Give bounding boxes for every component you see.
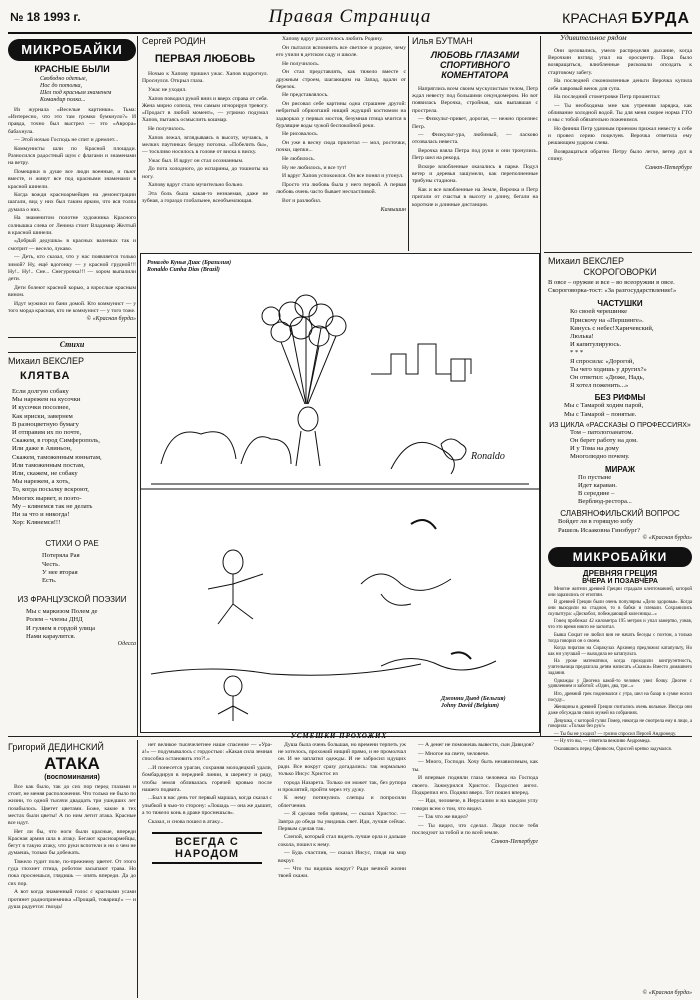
sec-bez-rifmy: БЕЗ РИФМЫ	[594, 393, 646, 403]
author: Михаил ВЕКСЛЕР	[548, 256, 624, 266]
poem3-sign: Одесса	[117, 641, 136, 648]
paragraph: Когда вожди красноармейцев на демонстрации шагали, вид у них был таким ярким, что вся толпа думала о них.	[8, 192, 136, 213]
line: У нее вторая	[42, 568, 78, 576]
paragraph: Бывш Сократ не любил вин не начать беседы с поэтом, а только тогда говорил он о своем.	[548, 632, 692, 644]
paragraph: Дети болеют красной корью, а взрослые красным вином.	[8, 284, 136, 298]
paragraph: Ужас не уходил.	[148, 86, 187, 93]
issue-number: № 18 1993 г.	[10, 10, 81, 24]
paragraph: — Физкульт-привет, дорогая, — нежно произнес Петр.	[412, 116, 538, 130]
vsegda-title: ВСЕГДА С НАРОДОМ	[152, 832, 262, 864]
signature: © «Красная бурда»	[86, 316, 136, 323]
line: Кинусь с небес!Харичевский,	[570, 324, 654, 332]
paragraph: Просто эта любовь была у него первой. А первая любовь очень часто бывает несчастливой.	[276, 182, 406, 196]
paragraph: Ночью к Хапову пришел ужас. Хапов вздрогнул. Проснулся. Открыл глаза.	[142, 71, 268, 85]
line: Ролем – члены ДНД	[26, 616, 83, 624]
line: Войдет ли в горящую избу	[558, 518, 633, 526]
caption-ru: Роналдо Кунья Диас (Бразилия)	[147, 260, 232, 266]
line: И отправим их по почте,	[12, 429, 82, 437]
paragraph: На знаменитом полотне художника Красного солнышка слева от Ленина стоит Владимир Желтый в красной шинели.	[8, 215, 136, 236]
line: Он берет работу на дом.	[570, 437, 638, 445]
line: И у Тома на дому	[570, 445, 619, 453]
paragraph: Хапову вдруг стало мучительно больно.	[148, 182, 244, 189]
paragraph: города Назарета. Только он может так, без рупора и проклятий, пройти через эту дужу.	[278, 779, 406, 793]
poem2-title: СТИХИ О РАЕ	[45, 539, 99, 549]
paragraph: В древней Греции были очень популярны «Дело здоровья». Когда они выходили на стадион, то в бабки и плевали. Сохранились скульптура: «Дискобол, побеждающий колесницы...»	[548, 600, 692, 617]
cartoon-caption-2	[441, 696, 537, 710]
balloons	[262, 295, 346, 404]
line: Я спросила: «Дорогой,	[570, 357, 635, 365]
paragraph: — Я сделаю тебя зрячим, — сказал Христос. — Завтра до обеда ты увидишь свет. Иди, лучше сейчас. Первым сделав так.	[278, 811, 406, 832]
sign: Санкт-Петербург	[491, 838, 538, 845]
line: По пустыне	[578, 473, 612, 481]
paragraph: «Добрый дедушка» в красных валенках так и смотрит — весело, лукаво.	[8, 238, 136, 252]
line: Нами караулится.	[26, 632, 76, 640]
paragraph: Хапову вдруг расхотелось любить Родину.	[282, 36, 383, 42]
lines5	[548, 474, 692, 507]
paragraph: Нет ли бы, что ноги были красные, впереди Красная армия шла в атаку. Бегают красноармейцы, бегут в такую атаку, что руки вспотели и ни о чем не думаешь, только бы добежать.	[8, 828, 136, 857]
line: И капитулируюсь.	[570, 341, 622, 349]
story-title: ПЕРВАЯ ЛЮБОВЬ	[154, 53, 256, 65]
column-microbaiki	[8, 36, 136, 736]
paragraph: До пота холодного, до испарины, до тошноты на ногу.	[142, 166, 268, 180]
line: То, когда посылку вскроют,	[12, 486, 89, 494]
brand-light: КРАСНАЯ	[562, 10, 628, 26]
story-text-a	[142, 71, 268, 205]
paragraph: Многие жители древней Греции страдали клептоманией, которой они заразились от египтян.	[548, 586, 692, 598]
line: И кусочки посолнее,	[12, 404, 71, 412]
line: Ни за что и никогда!	[12, 511, 70, 519]
story-text-a	[412, 86, 538, 209]
lines6	[548, 518, 692, 534]
paragraph: — Ну что вы, — ответила вежливо Андромеда.	[554, 739, 651, 745]
poem-block	[8, 356, 136, 647]
poem3-lines	[8, 608, 136, 641]
line: Мы с Тамарой – понятые.	[564, 410, 637, 418]
paragraph: Он стал представлять, как тяжело вместе с дружным строем, шагающим на Запад, вдали от березок.	[276, 69, 406, 90]
lines3	[548, 402, 692, 418]
paragraph: Когда пиратам на Сиракузах Архимед предложил катапульту, Но как ни улучшай — выходила не катапульта.	[548, 646, 692, 657]
line: Ко своей черешинке	[570, 308, 628, 316]
paragraph: — Этой ночью Господь не спит и дремлет...	[14, 137, 119, 144]
paragraph: Ну не любилось, и все тут!	[282, 164, 347, 171]
line: Хор: Клянемся!!!	[12, 519, 61, 527]
title: АТАКА	[44, 754, 100, 773]
story-text	[278, 742, 406, 881]
paragraph: Эта боль была какая-то незнаемая, даже не зубная, а гораздо глобальнее, всеобъемлющая.	[142, 191, 268, 205]
box-title: МИКРОБАЙКИ	[548, 547, 692, 567]
poem2-lines	[8, 552, 136, 585]
rubric-right: Удивительное рядом	[560, 33, 627, 42]
poem-author: Михаил ВЕКСЛЕР	[8, 356, 84, 366]
line: Свободно одетые,	[40, 76, 87, 82]
story-author: Илья БУТМАН	[412, 36, 473, 46]
line: Как ириски, завернем	[12, 412, 73, 420]
story-title: ЛЮБОВЬ ГЛАЗАМИ СПОРТИВНОГО КОМЕНТАТОРА	[430, 50, 520, 80]
paragraph: Идут мужики из бани домой. Кто коммунист — у того морда красная, кто не коммунист — у того тоже.	[8, 300, 136, 314]
caption-en: Ronaldo Cunha Dias (Brazil)	[147, 267, 220, 273]
line: Или, скажем, не собаку	[12, 470, 78, 478]
cartoon-drawing	[141, 254, 539, 732]
paragraph: Но финиш Петр удачным приемом прижал невесту к себе и провел серию поцелуев. Верочка ответила ему решающим ударом слева.	[548, 126, 692, 147]
paragraph: ...И понесется ураган, сохраняя молодецкий удали, бомбардируя в передней линии, в шеренгу и ряду, чтобы земля обливалась горячей кровью после нашего подвига.	[142, 765, 272, 793]
line: В овсе – оружие и все – во всеоружии в овсе.	[548, 279, 675, 286]
paragraph: Хапов лежал, вглядываясь в высоту, мучаясь, в мелких паутинках бездну потолка. «Побелить бы», — тоскливо носилось в голове от виска к виску.	[142, 134, 268, 156]
line: Ты чего ходишь у других?»	[570, 365, 647, 373]
paragraph: На последней сэкономленные деньги Верочка купила себе лавровый венок для супа.	[548, 78, 692, 92]
story-sign: Камышин	[380, 206, 406, 213]
brand-logo	[562, 10, 690, 28]
paragraph: — Физкульт-ура, любимый, — ласково отозвалась невеста.	[412, 132, 538, 146]
paragraph: — Ты бы не уходил? — грозно спросил Персей Андромеду.	[554, 731, 677, 737]
line: Идет караван.	[578, 481, 617, 489]
line: Люлька!	[570, 333, 594, 341]
epigraph	[8, 76, 136, 104]
sec-chastushki: ЧАСТУШКИ	[597, 299, 643, 309]
paragraph: — Будь счастлив, — сказал Иисус, глядя на мир вокруг.	[278, 850, 406, 864]
paragraph: К нему потянулись слепцы и попросили облегчения.	[278, 795, 406, 809]
paragraph: На последний стометровке Петр прошептал:	[554, 94, 661, 101]
line: В середине –	[578, 490, 615, 498]
line: Если долгую собаку	[12, 388, 69, 395]
line: Он ответил: «Дюже, Надь,	[570, 374, 645, 382]
microbaiki-text	[8, 107, 136, 315]
paragraph: Вот и разлюбил.	[282, 198, 322, 205]
line: Скороговорка-тост: «За разгосударствление!»	[548, 287, 677, 295]
line: * * *	[570, 349, 584, 357]
paragraph: Не представлялось.	[282, 92, 329, 99]
column-first-love	[142, 36, 406, 251]
column-love-commentator	[412, 36, 538, 251]
paragraph: Все как было, так до сих пор перед глазами и стоит, не меняя расположения. Что только не было по жизни, то одной тысячи двадцать три ушедших лет позабылось. Цветет цветами. Боже, какие в тех местах были цветы! А по ним летит атака. Красные все идут.	[8, 784, 136, 827]
column-skorogovorki	[548, 256, 692, 752]
story-text-cont	[142, 742, 272, 826]
paragraph: — Так что же видел?	[418, 814, 469, 821]
poem-lines	[8, 388, 136, 527]
paragraph: нет великое тысячелетнее наше спасение — «Ура-а!» — подумывалось с гордостью: «Какая сила земная способна остановить это?!.»	[142, 742, 272, 763]
sec-slavyanofil: СЛАВЯНОФИЛЬСКИЙ ВОПРОС	[560, 509, 680, 519]
paragraph: — Ты видел, что сделал. Люди после тебя последуют за тобой и по всей земле.	[412, 823, 538, 837]
paragraph: Он уже в весну сюда прилетал — мол, росточки, почки, щепки...	[276, 140, 406, 154]
paragraph: Из журнала «Веселые картинки». Тьма: «Интересно, что это там громко бумкнуло?» И правда, точно был выстрел — это «Аврора» бабахнула.	[8, 107, 136, 135]
paragraph: — Многое на свете, человече.	[418, 750, 490, 757]
cartoon-panel	[140, 253, 540, 733]
paragraph: И впервые подняли глаза человека на Господа своего. Зажмурился Христос. Подоспел ангел. Подкрепил его. Поднял вверх. Тот пошел вперед.	[412, 775, 538, 796]
bottom-col2	[142, 742, 272, 998]
paragraph: Гонец пробежал 42 километра 195 метров и упал замертво, узнав, что это время никто не засчитал.	[548, 619, 692, 631]
paragraph: Коммунисты шли по Красной площади. Разносился радостный шум с флагами и знаменами на ветру.	[8, 146, 136, 167]
paragraph: — А денег не поможешь вывести, сын Давидов?	[418, 742, 534, 748]
line: Скажем, в город Симферополь,	[12, 437, 100, 445]
story-author: Сергей РОДИН	[142, 36, 206, 46]
paragraph: Душа была очень большая, но времени терпеть уж не хотелось, прохожий нищий прямо, и не промолчал он. И не заплатил одежды. И не забросил идущих ради. Все вокруг сразу догадались: так нормально только Иисус Христос из	[278, 742, 406, 777]
box-sub1: ДРЕВНЯЯ ГРЕЦИЯ	[582, 568, 658, 578]
bottom-col3	[278, 742, 406, 998]
paragraph: Оказавшись перед Сфинксом, Одиссей крепко задумался.	[554, 746, 672, 752]
cartoon-caption-1	[147, 260, 347, 274]
brand-bold: БУРДА	[631, 10, 690, 27]
poem3-title: ИЗ ФРАНЦУЗСКОЙ ПОЭЗИИ	[17, 595, 127, 605]
paragraph: Слепой, который стал видеть лучше орла и дальше сокола, пошел к нему.	[278, 834, 406, 848]
line: И гуляем в гордой улица	[26, 624, 96, 632]
paragraph: Не рисовалось.	[282, 131, 319, 138]
stihi-band	[8, 337, 136, 353]
line: Верблюд-рестора...	[578, 498, 632, 506]
bottom-col4	[412, 742, 538, 998]
paragraph: Напряглись всем своим мускулистым телом, Петр ждал невесту под большими секундомером. Но вот появилась Верочка, стройная, как выпавшая с прострела.	[412, 86, 538, 114]
paragraph: Он рисовал себе картины одна страшнее другой: небритый обрюзгший нищий ждущий костюмом на задворках у первых мостов, безумная птица мчится в бурлящие воды чужой беспокойной реки.	[276, 101, 406, 129]
line: Мы с маркизом Полем де	[26, 608, 98, 616]
paragraph: Вскоре влюбленные оказались в парке. Подул ветер и деревья зашумели, как переполненные трибуны стадиона.	[412, 164, 538, 185]
paragraph: Однажды у Диогена какой-то человек увел бочку. Диоген с удивлением и заботой: «Один, два, три...»	[548, 678, 692, 690]
stihi-label: Стихи	[59, 340, 85, 349]
line: Многих вырвет, и поэто-	[12, 494, 82, 502]
cartoon-band-label: УСМЕШКИ ПРОХОЖИХ	[290, 732, 388, 740]
paragraph: Не любилось.	[282, 156, 315, 163]
col4-sign: © «Красная бурда»	[642, 990, 692, 996]
paragraph: Верочка взяла Петра под руки и они тронулись. Петр шел на рекорд.	[412, 148, 538, 162]
paragraph: — Ты необходима мне как утренняя зарядка, как обливание холодной водой. Ты для меня скорее норма ГТО и мы с тобой обязательно поженимся.	[548, 102, 692, 124]
microbaiki-text	[548, 587, 692, 753]
line: В разноцветную бумагу	[12, 420, 79, 428]
paragraph: Девушка, с которой гулял Гомер, никогда не смотрела ему в лицо, а говорила: «Только без рук!»	[548, 718, 692, 730]
author: Григорий ДЕДИНСКИЙ	[8, 742, 104, 752]
box-subtitle: КРАСНЫЕ БЫЛИ	[34, 64, 110, 74]
paragraph: На уроке математики, когда проходили конгруэнтность, учительница предлагала детям написать «Сказки» Вместо домашнего задания.	[548, 659, 692, 677]
line: Мы нарежем, а хоть,	[12, 478, 70, 486]
box-sub2: ВЧЕРА И ПОЗАВЧЕРА	[582, 577, 658, 585]
lines2	[548, 308, 692, 390]
line: Том – патологоанатом.	[570, 428, 634, 436]
paragraph: Ужас был. И вдруг он стал осознанным.	[148, 157, 244, 164]
line: Честь.	[42, 560, 60, 568]
paragraph: — Деть, кто сказал, что у нас появляется только зимой? Ну, ещё вдогонку — у красной грудной!!! Ну!.. Ну!.. Сне... Снегурочка!!! — хором выпалили дети.	[8, 254, 136, 282]
lines4	[548, 429, 692, 462]
paragraph: И вдруг Хапов успокоился. Он все понял и утонул.	[282, 173, 404, 180]
cartoon-signature: Ronaldo	[471, 451, 505, 462]
line: Или даже в Авиньон,	[12, 445, 72, 453]
sign: © «Красная бурда»	[642, 534, 692, 541]
paragraph: — Что ты видишь вокруг? Ради вечной жизни твоей скажи.	[278, 866, 406, 880]
paragraph: Женщины в древней Греции считались очень вольные. Иногда они даже обсуждали своих мужей на собраниях.	[548, 705, 692, 717]
paragraph: ...Был в нас день тот первый маршал, когда сказал с улыбкой в чью-то сторону: «Лошадь — она же дышит, а то тяжело конь в драке проснешься».	[142, 795, 272, 816]
paragraph: Хапов поводил рукой вниз и вверх справа от себя. Жена мирно сопела, тем самым игнорируя тревогу. «Продаст в любой момент», — угрюмо подумал Хапов, пытаясь осмыслить кошмар.	[142, 95, 268, 124]
page-header	[8, 4, 692, 34]
story-text	[8, 784, 136, 911]
column-love-commentator-cont	[548, 48, 692, 253]
title: СКОРОГОВОРКИ	[583, 267, 657, 277]
line: Командир полка...	[40, 97, 86, 103]
caption-ru: Джонни Дьюд (Бельгия)	[441, 696, 506, 702]
line: Шел под красным знаменем	[40, 90, 112, 96]
sec-professii: ИЗ ЦИКЛА «РАССКАЗЫ О ПРОФЕССИЯХ»	[549, 421, 691, 429]
sec-mirazh: МИРАЖ	[604, 464, 636, 474]
bottom-col1	[8, 742, 136, 998]
story-text-b	[276, 36, 406, 205]
subtitle: (воспоминания)	[44, 774, 100, 781]
lines1	[548, 279, 692, 295]
line: Есть.	[42, 577, 57, 585]
line: Мы с Тамарой ходим парой,	[564, 402, 644, 410]
box-title: МИКРОБАЙКИ	[8, 39, 136, 61]
line: Я хотел поженить...»	[570, 382, 629, 390]
paragraph: Помещики в душе все люди военные, и пьют вместе, и живут все под красными знаменами в красной шинели.	[8, 169, 136, 190]
line: Мы нарежем на кусочки	[12, 396, 81, 404]
paragraph: Сказал, и снова пошел в атаку...	[148, 818, 224, 825]
line: Потеряла Рая	[42, 552, 80, 560]
paragraph: Иго, древний грек поднимался с утра, шел на базар в сумке носил посуду...	[548, 691, 692, 703]
paragraph: Возвращаться обратно Петру было легче, ветер дул в спину.	[548, 149, 692, 163]
paragraph: Он пытался вспомнить все светлое и родное, чему его учили в детском саду и школе.	[276, 44, 406, 58]
paragraph: Тяжело гудит поле, по-прежнему цветет. От этого гуда глохнет птица, роботом засыпают трава. Но пока проснешься, глядишь — опять впереди. Да до сих пор.	[8, 859, 136, 887]
line: Рашель Исааковна Гинзбург?	[558, 526, 641, 534]
paragraph: Как и все влюбленные на Земле, Верочка и Петр пригали от счастья в высоту и длину, бегали на короткие и длинные дистанции.	[412, 187, 538, 208]
paragraph: — Много, Господи. Хочу быть независимым, как ты.	[412, 759, 538, 773]
story-text-b	[548, 48, 692, 164]
paragraph: — Иди, человече, в Иерусалим и на каждом углу говори всем о том, что видел.	[412, 798, 538, 812]
line: Нос до потолка,	[40, 83, 82, 89]
caption-en: Johny David (Belgium)	[441, 703, 499, 709]
story-sign: Санкт-Петербург	[645, 165, 692, 172]
line: Или таможенным постам,	[12, 461, 85, 469]
paragraph: Не получилось.	[148, 125, 186, 132]
line: Скажем, таможенным юннатам,	[12, 453, 102, 461]
paragraph: Они целовались, умело распределяя дыхание, когда Верочкин взгляд упал на оросцентр. Пора было возвращаться, влюбленные рисковали опоздать к стартовому забегу.	[548, 48, 692, 76]
story-text	[412, 742, 538, 837]
line: Многолюдно почему.	[570, 453, 630, 461]
paragraph: Не получилось.	[282, 60, 320, 67]
poem-title: КЛЯТВА	[20, 370, 71, 382]
line: Прискочу на «Першинге».	[570, 316, 644, 324]
paragraph: А вот когда знаменный голос с красными усами протянет радиоприемника «Прощай, товарищ!» — и душа радуется: гвоздь!	[8, 889, 136, 910]
line: Му – клянемся так не делать	[12, 502, 93, 510]
masthead-title: Правая Страница	[268, 6, 432, 27]
